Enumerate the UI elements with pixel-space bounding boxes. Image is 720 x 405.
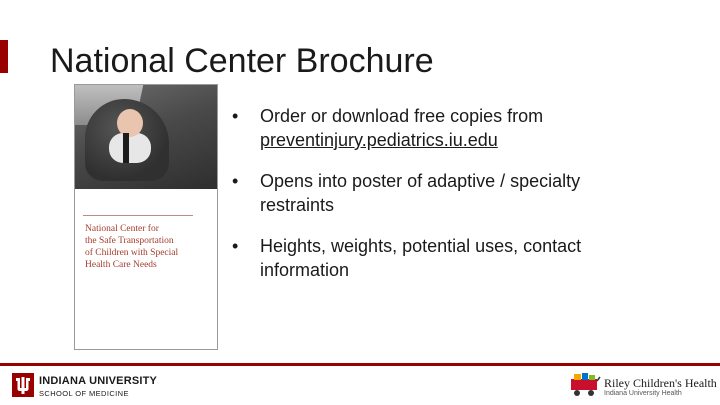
- brochure-photo: [75, 85, 217, 189]
- bullet-dot: •: [232, 106, 239, 126]
- title-accent-bar: [0, 40, 8, 73]
- baby-graphic: [117, 109, 143, 137]
- bullet-text: Opens into poster of adaptive / specialty: [260, 171, 581, 191]
- bullet-text: Order or download free copies from: [260, 106, 544, 126]
- bullet-dot: •: [232, 171, 239, 191]
- bullet-item: [232, 234, 702, 282]
- brochure-text: [85, 223, 209, 271]
- iu-name: INDIANA UNIVERSITY: [39, 375, 158, 387]
- riley-subtitle: Indiana University Health: [604, 390, 682, 397]
- bullet-text: restraints: [260, 195, 335, 215]
- slide-title: National Center Brochure: [50, 42, 434, 80]
- bullet-dot: •: [232, 236, 239, 256]
- brochure-divider: [83, 215, 193, 216]
- footer-divider: [0, 363, 720, 366]
- bullet-list: [232, 104, 702, 299]
- bullet-text: Heights, weights, potential uses, contact: [260, 236, 582, 256]
- brochure-text-line: National Center for: [85, 224, 159, 234]
- website-link[interactable]: preventinjury.pediatrics.iu.edu: [260, 130, 498, 150]
- brochure-text-line: Health Care Needs: [85, 260, 157, 270]
- brochure-image: [74, 84, 218, 350]
- riley-name: Riley Children's Health: [604, 376, 717, 390]
- bullet-item: [232, 104, 702, 152]
- riley-wagon-logo-icon: [569, 371, 601, 397]
- brochure-text-line: of Children with Special: [85, 248, 179, 258]
- brochure-text-line: the Safe Transportation: [85, 236, 174, 246]
- iu-school: SCHOOL OF MEDICINE: [39, 389, 129, 398]
- bullet-item: [232, 169, 702, 217]
- bullet-text: information: [260, 260, 350, 280]
- iu-trident-logo-icon: [12, 373, 34, 397]
